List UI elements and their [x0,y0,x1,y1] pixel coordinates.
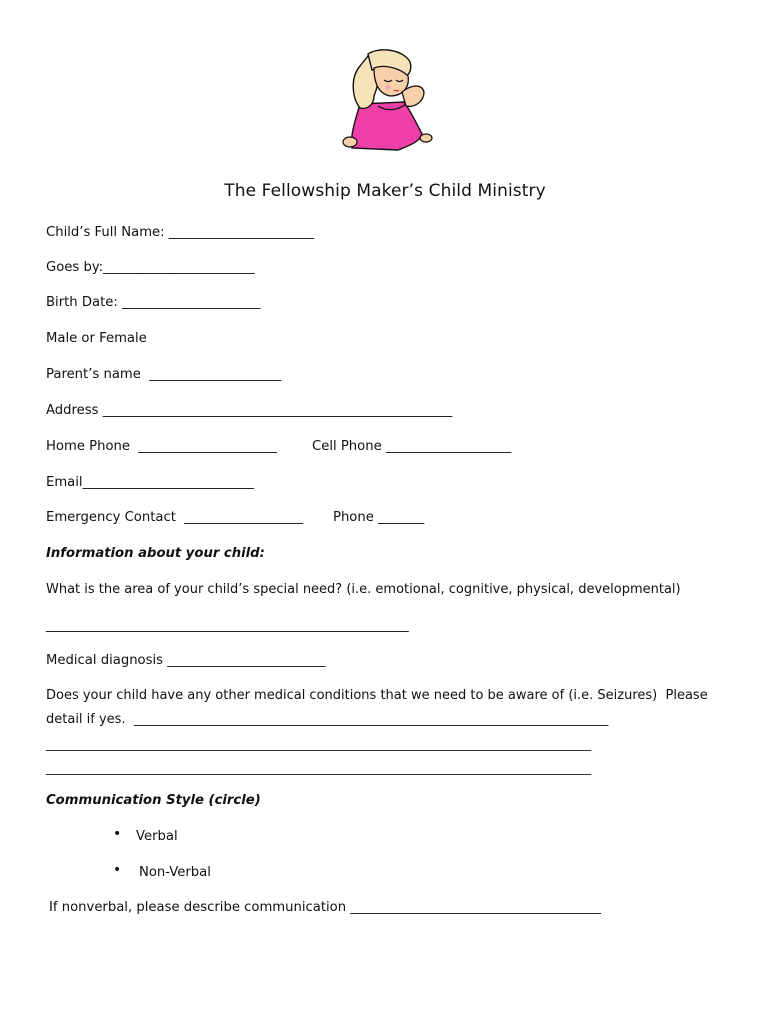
special-need-answer-line[interactable]: _______________________________________________________ [46,618,409,633]
emergency-contact-field[interactable]: Emergency Contact __________________ [46,510,303,525]
blank-answer-line-2[interactable]: ________________________________________________________________________________________ [46,760,592,775]
special-need-question: What is the area of your child’s special need? (i.e. emotional, cognitive, physical, developmental) [46,582,681,597]
other-conditions-question: Does your child have any other medical conditions that we need to be aware of (i.e. Seizures) Please [46,688,708,703]
blank-answer-line-1[interactable]: ________________________________________________________________________________________ [46,736,592,751]
page-title: The Fellowship Maker’s Child Ministry [224,181,546,201]
medical-diagnosis-field[interactable]: Medical diagnosis ________________________ [46,653,326,668]
birth-date-field[interactable]: Birth Date: _____________________ [46,295,261,310]
other-conditions-detail-field[interactable]: detail if yes. _________________________________________________________________________ [46,712,609,727]
email-field[interactable]: Email__________________________ [46,475,255,490]
cell-phone-field[interactable]: Cell Phone ___________________ [312,439,512,454]
goes-by-field[interactable]: Goes by:_______________________ [46,260,255,275]
home-phone-field[interactable]: Home Phone _____________________ [46,439,277,454]
option-non-verbal[interactable]: Non-Verbal [139,865,211,880]
male-female-label: Male or Female [46,331,147,346]
info-heading: Information about your child: [46,546,265,561]
bullet-icon: • [113,826,122,842]
praying-girl-icon [338,46,438,161]
child-full-name-field[interactable]: Child’s Full Name: ______________________ [46,225,314,240]
emergency-phone-field[interactable]: Phone _______ [333,510,425,525]
bullet-icon: • [113,862,122,878]
communication-heading: Communication Style (circle) [46,793,261,808]
parents-name-field[interactable]: Parent’s name ____________________ [46,367,282,382]
nonverbal-description-field[interactable]: If nonverbal, please describe communication ______________________________________ [49,900,601,915]
option-verbal[interactable]: Verbal [136,829,178,844]
address-field[interactable]: Address _____________________________________________________ [46,403,453,418]
